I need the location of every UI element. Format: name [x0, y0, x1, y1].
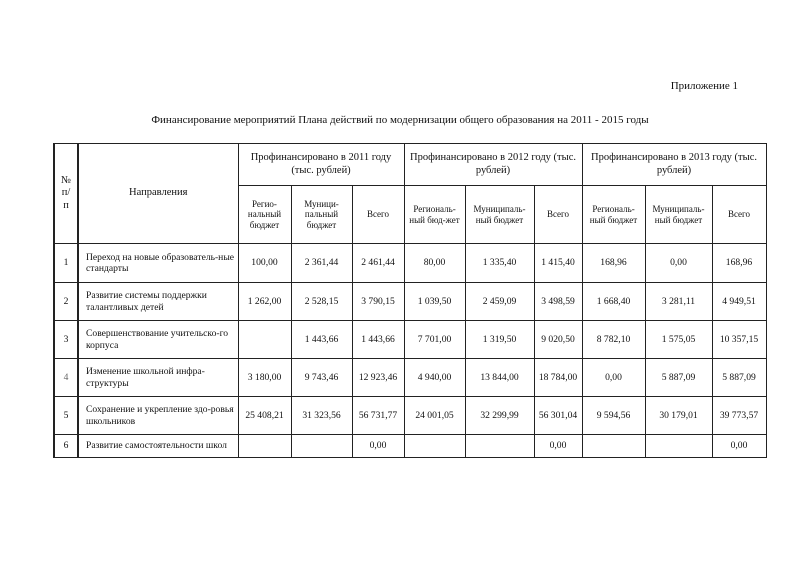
cell-2013-regional: 8 782,10 [582, 321, 645, 359]
header-2012-regional: Региональ-ный бюд-жет [404, 186, 465, 244]
header-2013-regional: Региональ-ный бюджет [582, 186, 645, 244]
cell-2013-municipal [645, 435, 712, 458]
header-2013-municipal: Муниципаль-ный бюджет [645, 186, 712, 244]
cell-2013-total: 10 357,15 [712, 321, 766, 359]
cell-2012-regional: 4 940,00 [404, 359, 465, 397]
cell-2012-municipal: 13 844,00 [465, 359, 534, 397]
cell-2012-municipal: 2 459,09 [465, 283, 534, 321]
table-row [54, 435, 766, 458]
header-group-2012: Профинансировано в 2012 году (тыс. рублей) [404, 144, 582, 186]
row-direction: Совершенствование учительско-го корпуса [78, 321, 238, 359]
cell-2011-regional [238, 435, 291, 458]
cell-2012-regional: 7 701,00 [404, 321, 465, 359]
cell-2012-municipal [465, 435, 534, 458]
cell-2012-regional: 1 039,50 [404, 283, 465, 321]
cell-2013-regional: 9 594,56 [582, 397, 645, 435]
header-group-2013: Профинансировано в 2013 году (тыс. рублей) [582, 144, 766, 186]
header-direction: Направления [78, 144, 238, 244]
table-row [54, 283, 766, 321]
row-direction: Развитие самостоятельности школ [78, 435, 238, 458]
cell-2013-municipal: 5 887,09 [645, 359, 712, 397]
row-number: 5 [54, 397, 78, 435]
cell-2011-total: 56 731,77 [352, 397, 404, 435]
cell-2011-municipal: 2 528,15 [291, 283, 352, 321]
cell-2011-municipal: 31 323,56 [291, 397, 352, 435]
cell-2011-regional: 100,00 [238, 244, 291, 283]
cell-2013-total: 4 949,51 [712, 283, 766, 321]
table-row [54, 321, 766, 359]
cell-2012-regional [404, 435, 465, 458]
cell-2011-municipal: 2 361,44 [291, 244, 352, 283]
cell-2011-total: 0,00 [352, 435, 404, 458]
cell-2012-total: 3 498,59 [534, 283, 582, 321]
cell-2013-municipal: 0,00 [645, 244, 712, 283]
cell-2013-regional: 0,00 [582, 359, 645, 397]
row-number: 4 [54, 359, 78, 397]
cell-2013-municipal: 3 281,11 [645, 283, 712, 321]
cell-2012-total: 56 301,04 [534, 397, 582, 435]
cell-2012-regional: 80,00 [404, 244, 465, 283]
document-title: Финансирование мероприятий Плана действий по модернизации общего образования на 2011 - 2015 годы [151, 114, 649, 126]
cell-2011-regional [238, 321, 291, 359]
cell-2011-regional: 3 180,00 [238, 359, 291, 397]
appendix-label: Приложение 1 [670, 80, 738, 92]
header-group-2011: Профинансировано в 2011 году (тыс. рублей) [238, 144, 404, 186]
row-direction: Сохранение и укрепление здо-ровья школьников [78, 397, 238, 435]
cell-2013-municipal: 30 179,01 [645, 397, 712, 435]
cell-2013-total: 39 773,57 [712, 397, 766, 435]
cell-2011-municipal [291, 435, 352, 458]
header-2011-regional: Регио-нальный бюджет [238, 186, 291, 244]
row-number: 1 [54, 244, 78, 283]
cell-2013-total: 0,00 [712, 435, 766, 458]
cell-2012-total: 1 415,40 [534, 244, 582, 283]
cell-2011-municipal: 1 443,66 [291, 321, 352, 359]
cell-2011-municipal: 9 743,46 [291, 359, 352, 397]
header-2012-municipal: Муниципаль-ный бюджет [465, 186, 534, 244]
cell-2013-regional: 1 668,40 [582, 283, 645, 321]
row-number: 3 [54, 321, 78, 359]
cell-2011-regional: 25 408,21 [238, 397, 291, 435]
row-direction: Изменение школьной инфра-структуры [78, 359, 238, 397]
cell-2013-total: 5 887,09 [712, 359, 766, 397]
cell-2012-total: 0,00 [534, 435, 582, 458]
table-row [54, 359, 766, 397]
header-2011-total: Всего [352, 186, 404, 244]
row-direction: Переход на новые образователь-ные стандарты [78, 244, 238, 283]
cell-2011-total: 3 790,15 [352, 283, 404, 321]
row-direction: Развитие системы поддержки талантливых детей [78, 283, 238, 321]
cell-2011-total: 1 443,66 [352, 321, 404, 359]
cell-2012-municipal: 1 319,50 [465, 321, 534, 359]
cell-2012-total: 18 784,00 [534, 359, 582, 397]
financing-table [53, 143, 767, 458]
cell-2011-regional: 1 262,00 [238, 283, 291, 321]
cell-2013-regional [582, 435, 645, 458]
table-row [54, 397, 766, 435]
cell-2013-total: 168,96 [712, 244, 766, 283]
cell-2012-regional: 24 001,05 [404, 397, 465, 435]
row-number: 6 [54, 435, 78, 458]
header-number: № п/ п [54, 144, 78, 244]
cell-2011-total: 2 461,44 [352, 244, 404, 283]
row-number: 2 [54, 283, 78, 321]
header-2011-municipal: Муници-пальный бюджет [291, 186, 352, 244]
table-row [54, 244, 766, 283]
cell-2013-regional: 168,96 [582, 244, 645, 283]
cell-2012-municipal: 32 299,99 [465, 397, 534, 435]
header-2012-total: Всего [534, 186, 582, 244]
header-2013-total: Всего [712, 186, 766, 244]
cell-2011-total: 12 923,46 [352, 359, 404, 397]
cell-2012-total: 9 020,50 [534, 321, 582, 359]
cell-2012-municipal: 1 335,40 [465, 244, 534, 283]
cell-2013-municipal: 1 575,05 [645, 321, 712, 359]
